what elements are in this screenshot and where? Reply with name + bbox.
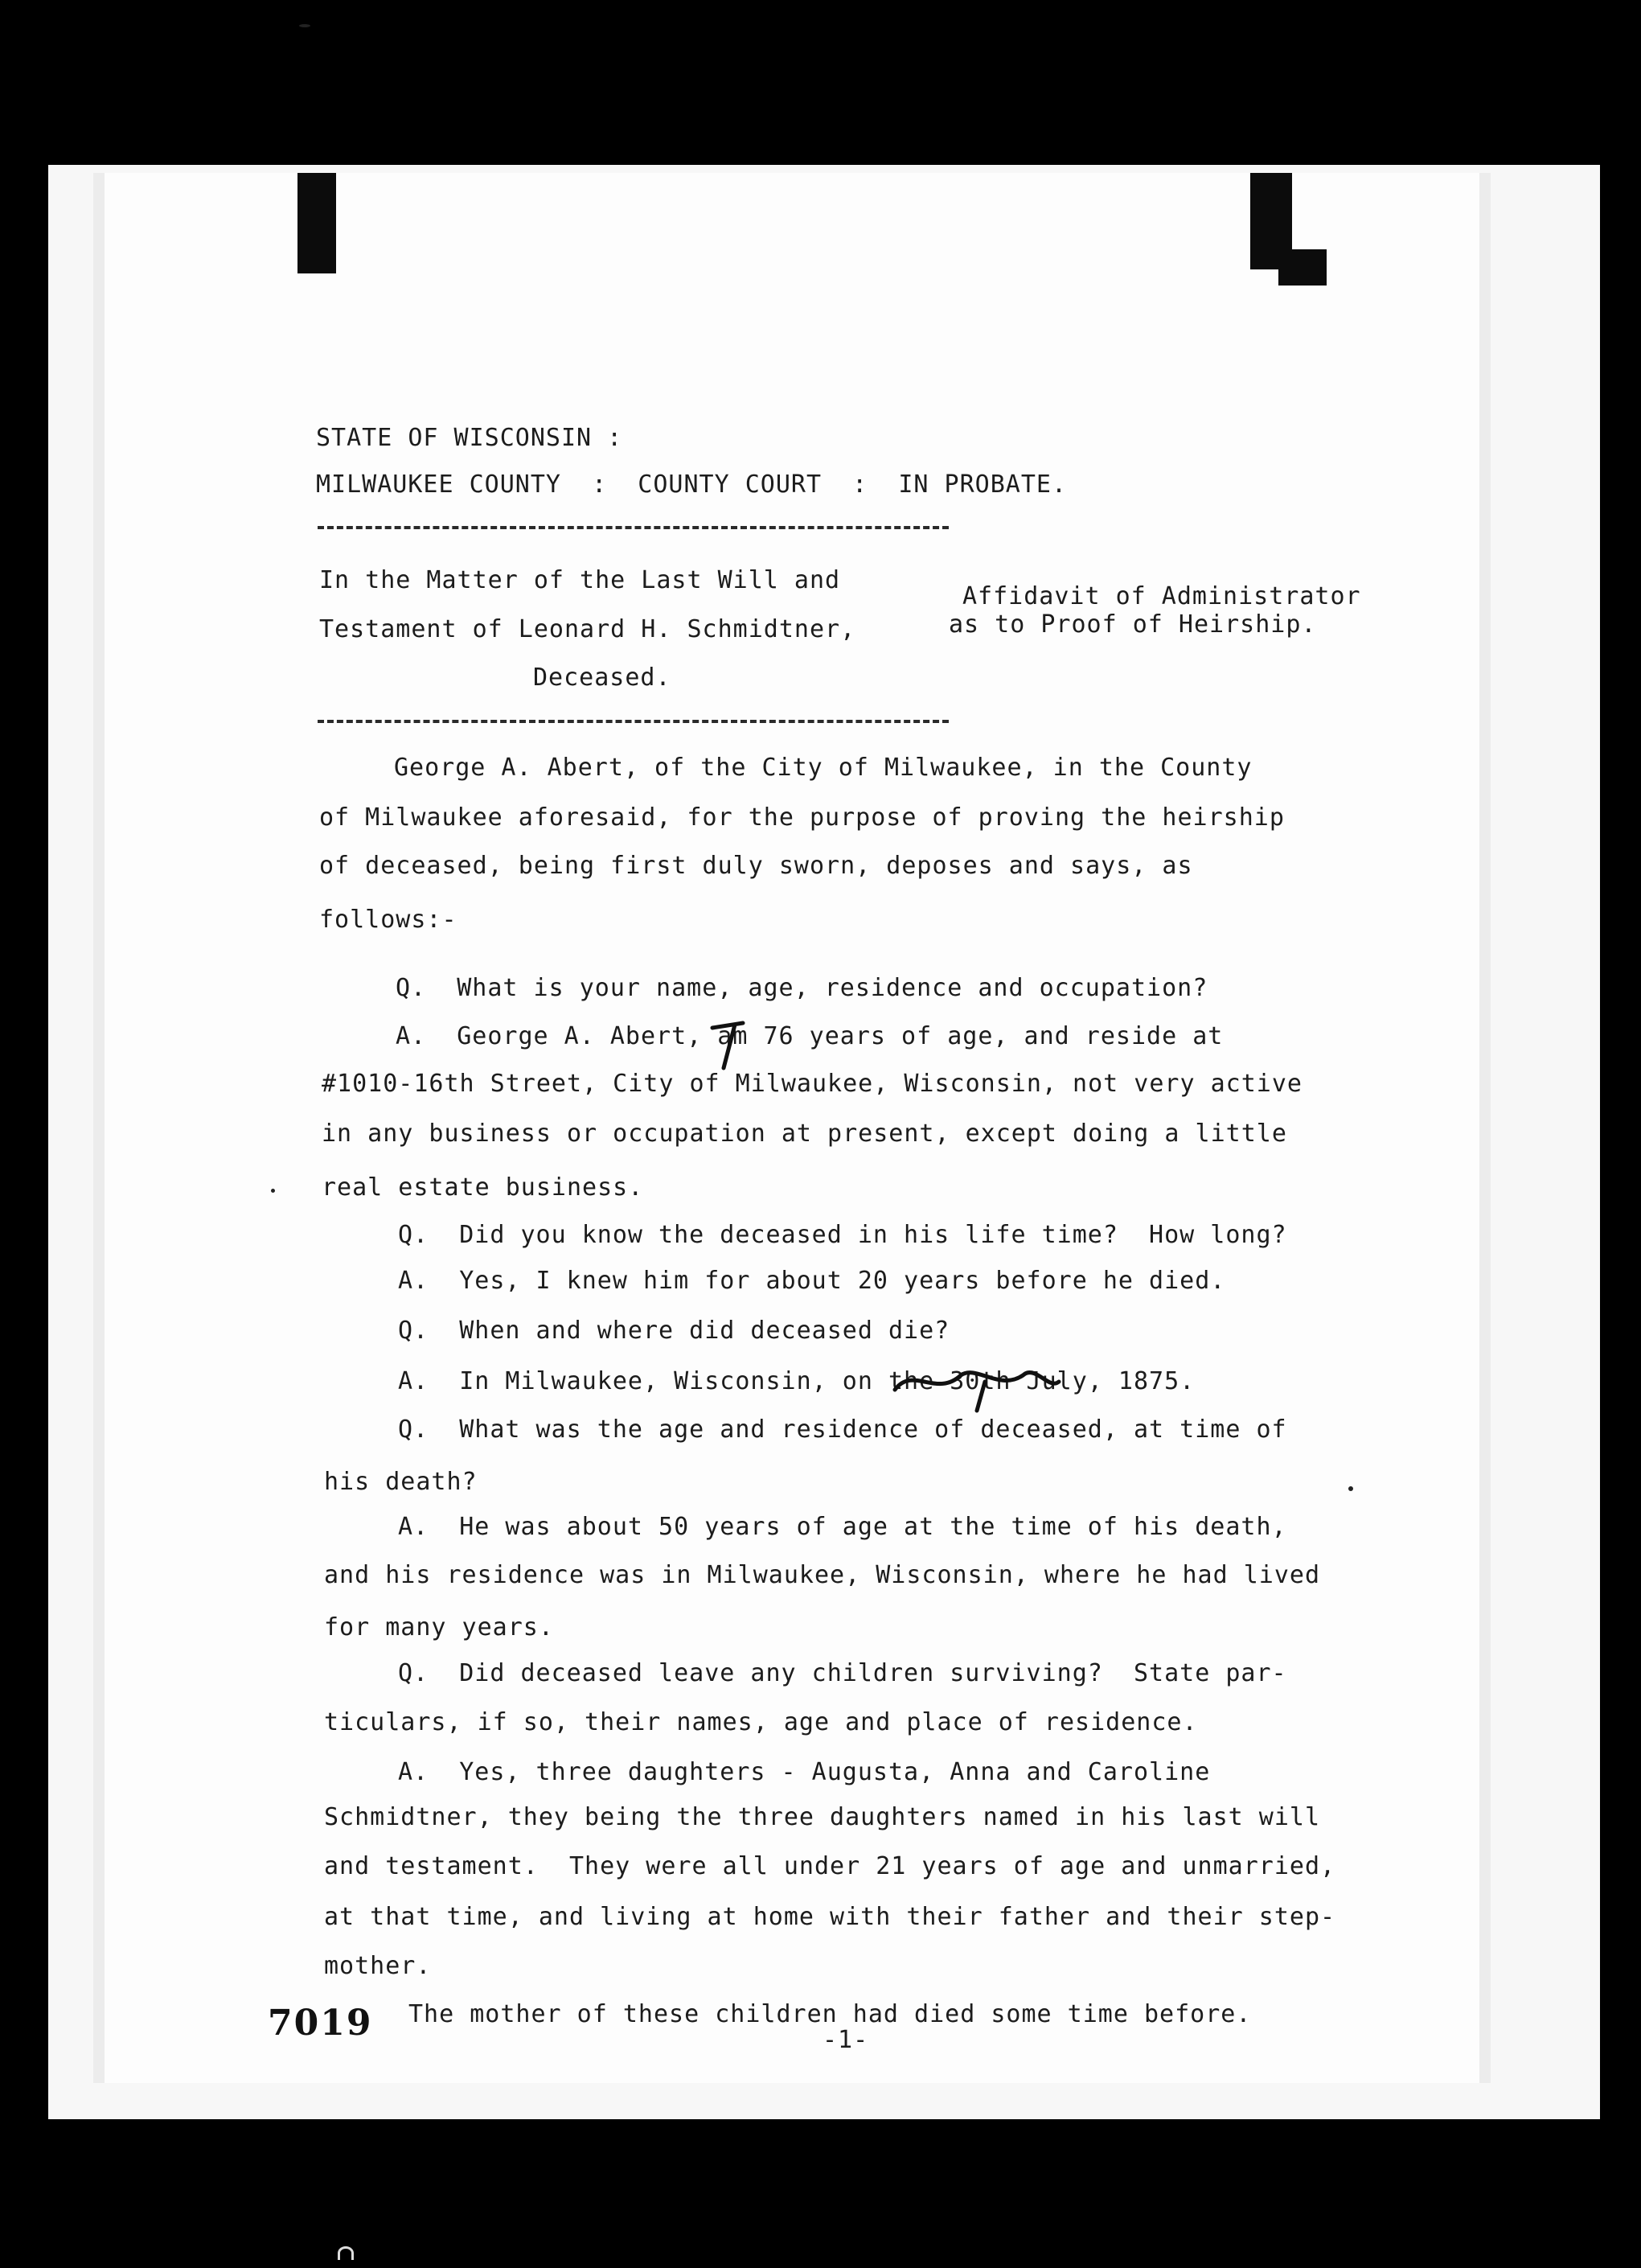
body-line: A. Yes, three daughters - Augusta, Anna and Caroline — [398, 1758, 1211, 1786]
intro-line: follows:- — [319, 906, 457, 934]
matter-line-3: Deceased. — [533, 664, 671, 692]
body-line: his death? — [324, 1468, 478, 1496]
body-line: A. He was about 50 years of age at the time of his death, — [398, 1513, 1287, 1541]
body-line: for many years. — [324, 1613, 554, 1641]
body-line: A. Yes, I knew him for about 20 years before he died. — [398, 1267, 1226, 1295]
body-line: Q. When and where did deceased die? — [398, 1317, 950, 1345]
body-line: Q. What was the age and residence of deceased, at time of — [398, 1415, 1287, 1444]
scan-speck — [271, 1189, 275, 1193]
body-line: and his residence was in Milwaukee, Wisconsin, where he had lived — [324, 1561, 1320, 1589]
scan-speck — [338, 2246, 354, 2260]
divider-bottom — [318, 720, 949, 723]
body-line: real estate business. — [322, 1173, 644, 1202]
body-line: A. George A. Abert, am 76 years of age, and reside at — [396, 1022, 1224, 1050]
body-line: ticulars, if so, their names, age and place of residence. — [324, 1708, 1198, 1736]
affidavit-title-2: as to Proof of Heirship. — [949, 610, 1317, 639]
body-line: Q. Did deceased leave any children surviving? State par- — [398, 1659, 1287, 1687]
body-line: and testament. They were all under 21 years of age and unmarried, — [324, 1852, 1336, 1880]
body-line: Q. What is your name, age, residence and occupation? — [396, 974, 1208, 1002]
divider-top — [318, 526, 949, 529]
header-state: STATE OF WISCONSIN : — [316, 424, 623, 452]
page-number: -1- — [823, 2026, 869, 2054]
body-line: in any business or occupation at present, except doing a little — [322, 1120, 1287, 1148]
body-line: Schmidtner, they being the three daughters named in his last will — [324, 1803, 1320, 1831]
matter-line-1: In the Matter of the Last Will and — [319, 566, 841, 594]
body-line: A. In Milwaukee, Wisconsin, on the 30th July, 1875. — [398, 1367, 1196, 1395]
body-line: Q. Did you know the deceased in his life time? How long? — [398, 1221, 1287, 1249]
scan-speck — [299, 24, 310, 27]
matter-line-2: Testament of Leonard H. Schmidtner, — [319, 615, 856, 643]
body-line: mother. — [324, 1952, 432, 1980]
affidavit-title-1: Affidavit of Administrator — [962, 582, 1361, 610]
intro-line: of Milwaukee aforesaid, for the purpose of proving the heirship — [319, 803, 1285, 832]
file-number: 7019 — [268, 2003, 373, 2044]
body-line: at that time, and living at home with their father and their step- — [324, 1903, 1336, 1931]
header-county-court: MILWAUKEE COUNTY : COUNTY COURT : IN PROBATE. — [316, 470, 1068, 499]
scan-speck — [1348, 1486, 1353, 1491]
body-line: The mother of these children had died some time before. — [408, 2000, 1252, 2028]
intro-line: of deceased, being first duly sworn, deposes and says, as — [319, 852, 1193, 880]
intro-line: George A. Abert, of the City of Milwaukee, in the County — [394, 754, 1253, 782]
body-line: #1010-16th Street, City of Milwaukee, Wisconsin, not very active — [322, 1070, 1303, 1098]
